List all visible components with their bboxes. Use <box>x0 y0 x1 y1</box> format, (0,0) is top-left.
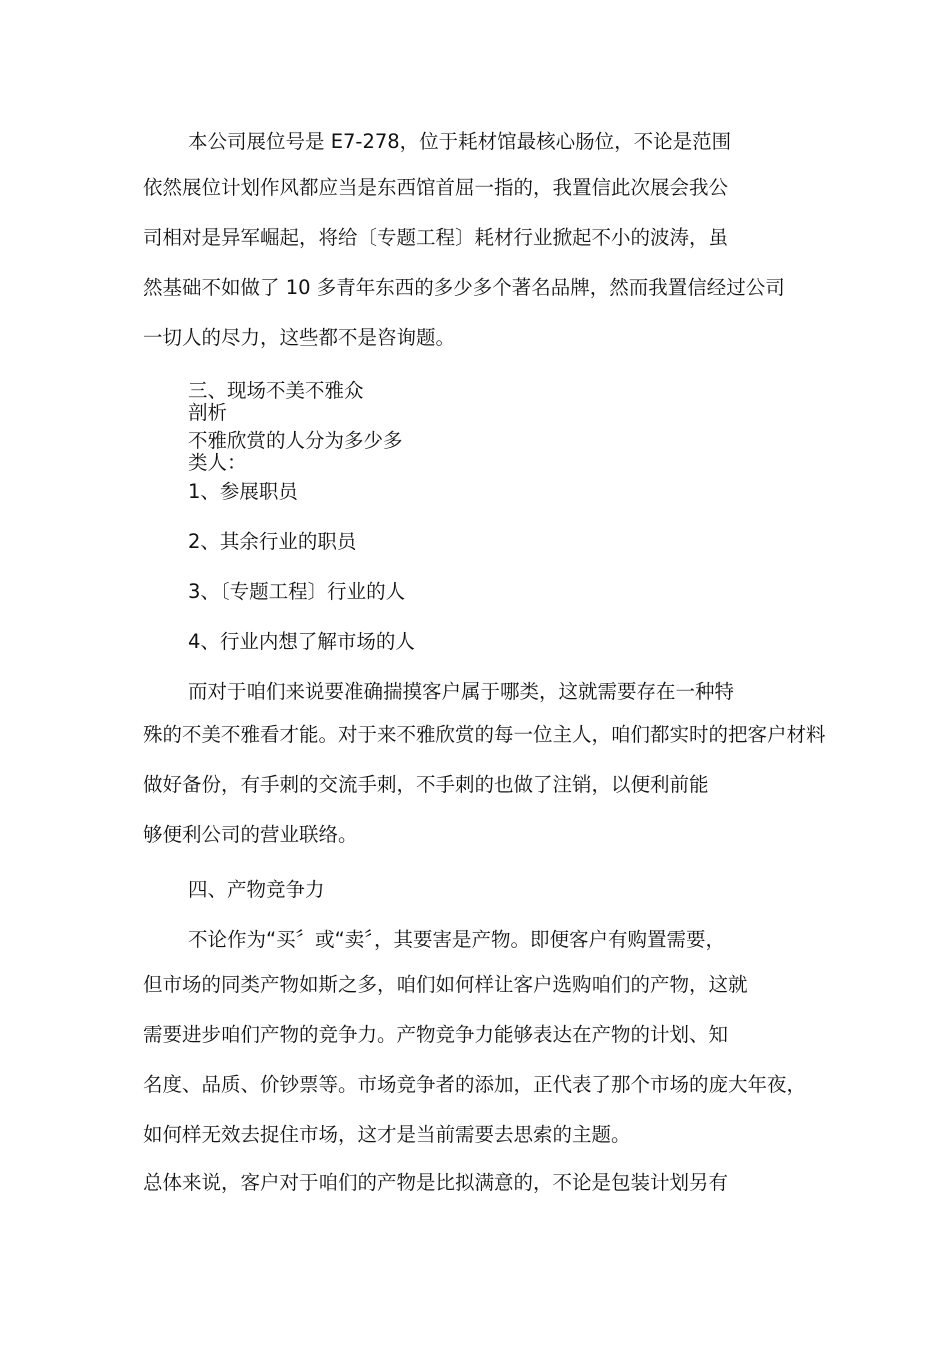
paragraph-line: 但市场的同类产物如斯之多，咱们如何样让客户选购咱们的产物，这就 <box>143 973 748 996</box>
paragraph-line: 如何样无效去捉住市场，这才是当前需要去思索的主题。 <box>143 1123 631 1146</box>
paragraph-line: 而对于咱们来说要准确揣摸客户属于哪类，这就需要存在一种特 <box>188 680 735 703</box>
list-item: 3、〔专题工程〕行业的人 <box>188 580 406 603</box>
paragraph-line: 殊的不美不雅看才能。对于来不雅欣赏的每一位主人，咱们都实时的把客户材料 <box>143 723 826 746</box>
section-heading: 四、产物竞争力 <box>188 878 325 901</box>
paragraph-line: 本公司展位号是 E7-278，位于耗材馆最核心肠位，不论是范围 <box>188 130 732 153</box>
paragraph-line: 司相对是异军崛起，将给〔专题工程〕耗材行业掀起不小的波涛，虽 <box>143 226 729 249</box>
list-item: 1、参展职员 <box>188 480 298 503</box>
paragraph-line: 不雅欣赏的人分为多少多 <box>188 429 403 452</box>
paragraph-line: 总体来说，客户对于咱们的产物是比拟满意的，不论是包装计划另有 <box>143 1171 729 1194</box>
paragraph-line: 一切人的尽力，这些都不是咨询题。 <box>143 326 456 349</box>
paragraph-line: 需要进步咱们产物的竞争力。产物竞争力能够表达在产物的计划、知 <box>143 1023 729 1046</box>
paragraph-line: 名度、品质、价钞票等。市场竞争者的添加，正代表了那个市场的庞大年夜， <box>143 1073 807 1096</box>
paragraph-line: 够便利公司的营业联络。 <box>143 823 358 846</box>
list-item: 4、行业内想了解市场的人 <box>188 630 415 653</box>
paragraph-line: 然基础不如做了 10 多青年东西的多少多个著名品牌，然而我置信经过公司 <box>143 276 785 299</box>
paragraph-line: 不论作为“买〞或“卖〞，其要害是产物。即便客户有购置需要， <box>188 928 725 951</box>
section-heading-continued: 剖析 <box>188 401 228 424</box>
section-heading: 三、现场不美不雅众 <box>188 379 364 402</box>
paragraph-line: 做好备份，有手刺的交流手刺，不手刺的也做了注销，以便利前能 <box>143 773 709 796</box>
paragraph-line: 类人： <box>188 451 247 474</box>
list-item: 2、其余行业的职员 <box>188 530 357 553</box>
paragraph-line: 依然展位计划作风都应当是东西馆首屈一指的，我置信此次展会我公 <box>143 176 729 199</box>
